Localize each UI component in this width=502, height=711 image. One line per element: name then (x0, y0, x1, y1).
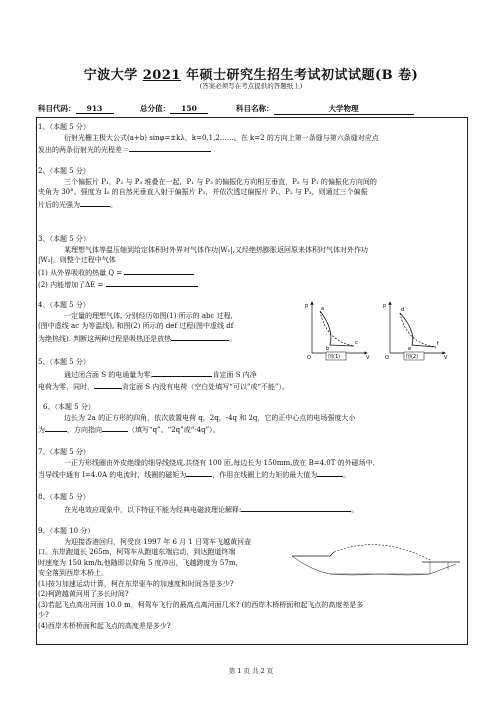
fig1-point-b: b (326, 346, 330, 352)
q2-heading: 2、（本题 5 分） (38, 167, 90, 175)
fig2-origin: O (385, 355, 389, 361)
question-1 (38, 122, 458, 156)
q4-text-3: 为绝热线). 判断这两种过程是吸热还是放热 (38, 334, 172, 343)
q9-sub-2: (2)柯跨越黄河用了多长时间? (38, 590, 129, 598)
q5-answer-blank-2[interactable] (94, 380, 122, 389)
q3-answer-blank-1[interactable] (124, 266, 194, 275)
q4-answer-blank[interactable] (171, 332, 229, 341)
q2-text-2: 夹角为 30°。强度为 I₀ 的自然光垂直入射于偏振片 P₁，并依次透过偏振片 P₁、P₂ 与 P₃，则通过三个偏振 (38, 188, 368, 196)
q1-heading: 1、（本题 5 分） (38, 123, 90, 131)
q2-text-1: 三个偏振片 P₁，P₂ 与 P₃ 堆叠在一起，P₁ 与 P₃ 的偏振化方向相互垂直，P₂ 与 P₁ 的偏振化方向间的 (64, 177, 377, 186)
q6-heading: 6、（本题 5 分） (43, 403, 95, 411)
fig2-label: 图(2) (406, 354, 419, 360)
code-label: 科目代码： (38, 104, 76, 113)
q2-answer-blank[interactable] (80, 198, 110, 207)
q4-text-1: 一定量的理想气体, 分别经历如图(1) 所示的 abc 过程, (64, 311, 233, 320)
q9-text-2: 口。东岸跑道长 265m，柯驾车从跑道东端启动，到达跑道终端 (38, 548, 236, 556)
q7-text-2b: ，作用在线圈上的力矩的最大值为 (212, 471, 318, 479)
flight-path (334, 545, 430, 560)
fig1-origin: O (307, 355, 311, 361)
q4-figures (304, 299, 454, 361)
total-score (140, 103, 208, 114)
q9-trajectory-figure (290, 530, 462, 582)
score-label: 总分值： (140, 104, 170, 113)
q7-text-1: 一正方形线圈由外皮绝缘的细导线绕成,共绕有 100 匝,每边长为 150mm,放在 B=4.0T 的外磁场中, (64, 458, 375, 467)
q3-heading: 3、（本题 5 分） (38, 235, 90, 243)
fig1-point-a: a (321, 306, 325, 312)
q3-text-1: 某理想气体等温压缩到给定体积时外界对气体作功|W₁|,又经绝热膨胀返回原来体积时气体对外作功 (64, 245, 368, 254)
q3-answer-blank-2[interactable] (106, 278, 198, 287)
q5-text-1b: 肯定面 S 内净 (212, 370, 257, 379)
fig1-isotherm (320, 311, 354, 346)
q9-text-1: 为迎接香港回归，柯受良 1997 年 6 月 1 日驾车飞越黄河壶 (64, 537, 252, 546)
fig2-point-d: d (401, 307, 405, 313)
fig2-point-f: f (437, 341, 439, 347)
q4-heading: 4、（本题 5 分） (38, 301, 90, 309)
subject-code (38, 103, 114, 114)
subject-name (236, 103, 414, 115)
q9-sub-1: (1)按匀加速运动计算，柯在东岸驱车的加速度和时间各是多少? (38, 579, 234, 588)
q7-heading: 7、（本题 5 分） (38, 448, 90, 456)
fig2-process-curve (400, 313, 436, 347)
fig1-axis-v: V (366, 355, 370, 361)
name-label: 科目名称： (236, 104, 274, 113)
figure-1 (305, 303, 370, 361)
fig2-adiabat (400, 313, 436, 347)
q6-text-2b: ，方向指向 (67, 426, 102, 434)
question-4: 4、（本题 5 分） 一定量的理想气体, 分别经历如图(1) 所示的 abc 过程, (图中虚线 ac 为等温线), 和图(2) 所示的 def 过程(图中虚线 df 为绝热线). 判断这两种过程是吸热还是放热 。 (38, 300, 458, 344)
q3-text-2: |W₂|，则整个过程中气体 (38, 256, 116, 264)
q1-text-2: 发出的两条衍射光的光程差＝ (38, 146, 129, 154)
fig1-process-curve (320, 311, 354, 346)
figure-2 (383, 303, 448, 361)
q8-text-1: 在光电效应现象中，以下特征不能为经典电磁波理论解释: (64, 505, 242, 514)
fig2-point-e: e (408, 346, 412, 352)
question-8: 8、（本题 5 分） 在光电效应现象中，以下特征不能为经典电磁波理论解释: 。 (38, 492, 458, 515)
q7-answer-blank-2[interactable] (317, 468, 343, 477)
question-5 (38, 357, 458, 393)
q1-text-1: 衍射光栅主极大公式(a+b) sinφ=±kλ，k=0,1,2……。在 k=2 的方向上第一条缝与第六条缝对应点 (64, 133, 379, 142)
q7-answer-blank-1[interactable] (186, 468, 212, 477)
fig2-axis-v: V (444, 355, 448, 361)
q9-sub-3: (3)若起飞点高出河面 10.0 m，柯驾车飞行的最高点离河面几米? (的西岸木桥桥面和起飞点的高度差是多 (38, 600, 364, 609)
q9-sub-3b: 少? (38, 611, 49, 619)
q6-answer-blank-1[interactable] (45, 423, 67, 432)
q9-sub-4: (4)西岸木桥桥面和起飞点的高度差是多少? (38, 621, 171, 630)
q3-item-1: (1) 从外界吸收的热量 Q = (38, 268, 125, 277)
q6-text-1: 边长为 2a 的正方形的四角，依次放置电荷 q，2q，-4q 和 2q，它的正中心点的电场强度大小 (64, 413, 356, 422)
score-value: 150 (170, 104, 208, 114)
fig1-axis-p: p (305, 303, 309, 309)
question-3 (38, 234, 458, 291)
page-footer: 第 1 页 共 2 页 (228, 667, 274, 675)
q6-text-2a: 为 (38, 426, 45, 434)
q8-answer-blank[interactable] (241, 503, 351, 512)
q3-item-2: (2) 内能增加了ΔE = (38, 281, 106, 289)
exam-subtitle: (答案必须写在考点提供的答题纸上) (199, 82, 303, 90)
fig2-axis-p: p (383, 303, 387, 309)
question-7: 7、（本题 5 分） 一正方形线圈由外皮绝缘的细导线绕成,共绕有 100 匝,每边长为 150mm,放在 B=4.0T 的外磁场中, 当导线中通有 I=4.0A 的电流时，线圈的磁矩为 ，作用在线圈上的力矩的最大值为 。 (38, 447, 458, 481)
q4-text-2: (图中虚线 ac 为等温线), 和图(2) 所示的 def 过程(图中虚线 df (38, 322, 234, 330)
title-part-b: 年硕士研究生招生考试初试试题(B 卷) (180, 68, 419, 83)
q5-heading: 5、（本题 5 分） (38, 358, 90, 366)
question-6 (38, 402, 458, 436)
q5-text-1a: 通过闭合面 S 的电通量为零, (64, 370, 153, 379)
q1-answer-blank[interactable] (129, 143, 211, 152)
q2-text-3: 片后的光强为 (38, 200, 80, 209)
q9-text-4: 安全落到西岸木桥上。 (38, 569, 108, 577)
q9-text-3: 时速度为 150 km/h,他随即以仰角 5 度冲出，飞越跨度为 57m， (38, 558, 243, 567)
q7-text-2a: 当导线中通有 I=4.0A 的电流时，线圈的磁矩为 (38, 471, 187, 479)
title-year: 2021 (142, 68, 181, 83)
fig1-label: 图(1) (328, 354, 341, 360)
fig1-point-c: c (355, 340, 358, 346)
code-value: 913 (76, 104, 114, 114)
q5-text-2b: 肯定面 S 内没有电荷（空白处填写“可以”或“不能”）。 (122, 383, 290, 391)
q6-text-2c: （填写“q”、“2q”或“-4q”）。 (128, 426, 220, 434)
q8-heading: 8、（本题 5 分） (38, 493, 90, 501)
title-part-a: 宁波大学 (83, 68, 143, 83)
name-value: 大学物理 (274, 103, 414, 115)
q9-heading: 9、（本题 10 分） (38, 527, 95, 535)
q5-text-2a: 电荷为零，同时， (38, 383, 94, 391)
east-ramp (292, 552, 334, 556)
q6-answer-blank-2[interactable] (102, 423, 128, 432)
riverbank-outline (292, 556, 456, 574)
question-2: 2、（本题 5 分） 三个偏振片 P₁，P₂ 与 P₃ 堆叠在一起，P₁ 与 P₃ 的偏振化方向相互垂直，P₂ 与 P₁ 的偏振化方向间的 夹角为 30°。强度为 I₀ 的自然光垂直入射于偏振片 P₁，并依次透过偏振片 P₁、P₂ 与 P₃，则通过三个偏振 片后的光强为 。 (38, 166, 458, 210)
q5-answer-blank-1[interactable] (152, 368, 212, 377)
